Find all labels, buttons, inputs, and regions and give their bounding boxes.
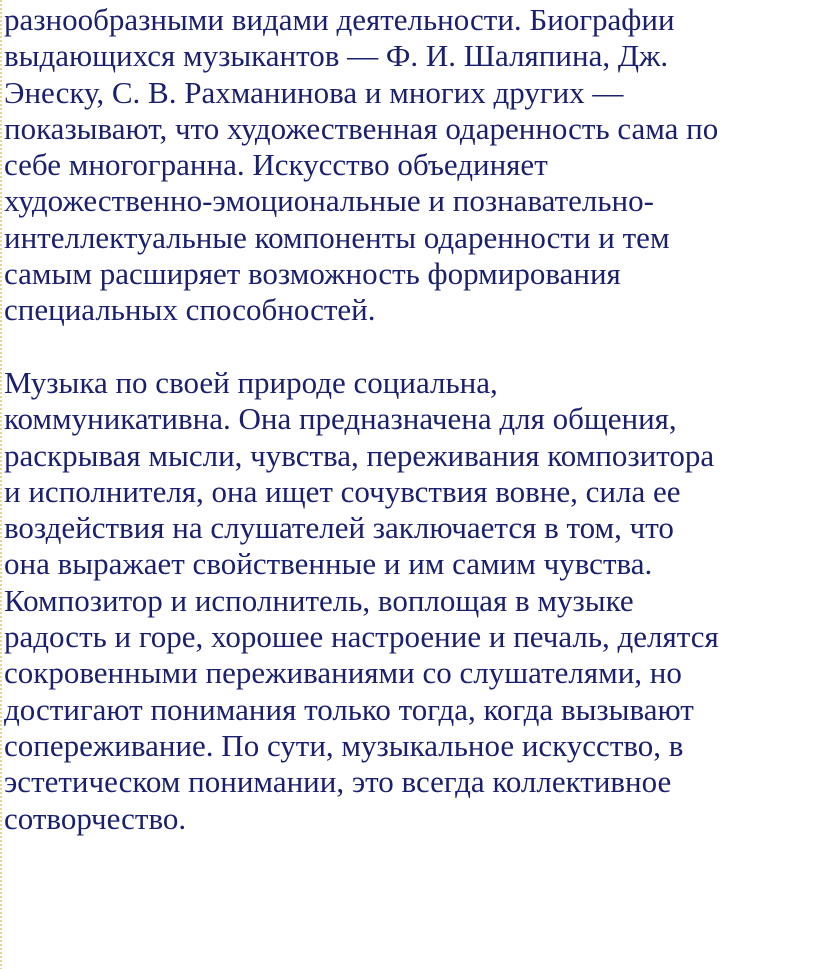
page-margin-rule: [0, 0, 2, 969]
text-line: воздействия на слушателей заключается в том, что: [4, 510, 674, 546]
text-line: она выражает свойственные и им самим чувства.: [4, 546, 653, 582]
text-line: сопереживание. По сути, музыкальное искусство, в: [4, 727, 684, 763]
text-line: сокровенными переживаниями со слушателями, но: [4, 655, 682, 691]
text-line: разнообразными видами деятельности. Биографии: [4, 2, 675, 37]
text-line: Энеску, С. В. Рахманинова и многих других —: [4, 74, 624, 110]
text-line: специальных способностей.: [4, 292, 376, 328]
text-line: раскрывая мысли, чувства, переживания композитора: [4, 437, 715, 473]
text-line: показывают, что художественная одаренность сама по: [4, 110, 719, 146]
document-text: [4, 2, 812, 837]
text-line: коммуникативна. Она предназначена для общения,: [4, 401, 677, 437]
text-line: и исполнителя, она ищет сочувствия вовне, сила ее: [4, 473, 681, 509]
text-line: Композитор и исполнитель, воплощая в музыке: [4, 582, 634, 618]
text-line: Музыка по своей природе социальна,: [4, 364, 498, 400]
text-line: самым расширяет возможность формирования: [4, 256, 621, 292]
text-line: себе многогранна. Искусство объединяет: [4, 147, 548, 183]
text-line: достигают понимания только тогда, когда вызывают: [4, 691, 694, 727]
text-line: художественно-эмоциональные и познавательно-: [4, 183, 654, 219]
text-line: эстетическом понимании, это всегда коллективное: [4, 764, 672, 800]
text-line: радость и горе, хорошее настроение и печаль, делятся: [4, 619, 719, 655]
paragraph-1: [4, 2, 812, 329]
text-line: интеллектуальные компоненты одаренности и тем: [4, 219, 670, 255]
text-line: сотворчество.: [4, 800, 187, 836]
paragraph-2: [4, 365, 812, 837]
text-line: выдающихся музыкантов — Ф. И. Шаляпина, Дж.: [4, 38, 669, 74]
paragraph-spacer: [4, 329, 812, 365]
